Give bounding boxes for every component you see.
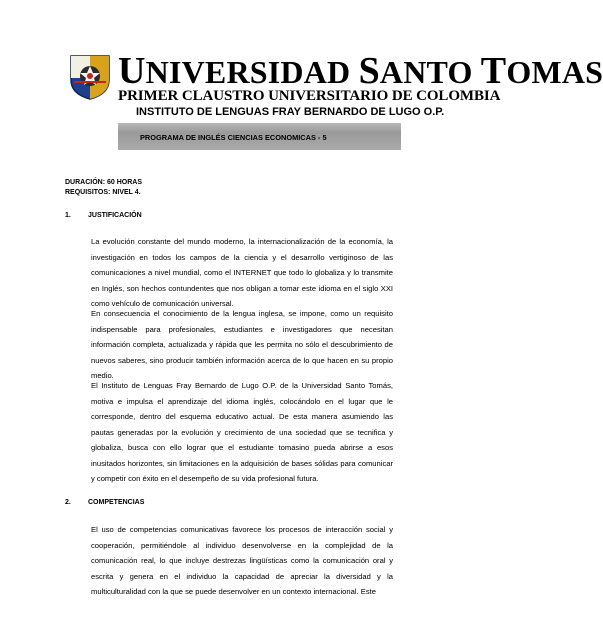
claustro-subtitle: PRIMER CLAUSTRO UNIVERSITARIO DE COLOMBIA: [118, 88, 501, 104]
program-title: PROGRAMA DE INGLÉS CIENCIAS ECONOMICAS - 5: [140, 133, 327, 142]
instituto-name: INSTITUTO DE LENGUAS FRAY BERNARDO DE LUGO O.P.: [136, 106, 445, 118]
section-heading-competencias: 2. COMPETENCIAS: [65, 499, 145, 506]
section-heading-justificacion: 1. JUSTIFICACIÓN: [65, 212, 142, 219]
paragraph: La evolución constante del mundo moderno, la internacionalización de la economía, la investigación en todos los campos de la ciencia y el desarrollo vertiginoso de las comunicaciones a nivel mundial, como el INTERNET que todo lo globaliza y lo transmite en Inglés, son hechos contundentes que nos obligan a tomar este idioma en el siglo XXI como vehículo de comunicación universal.: [91, 237, 393, 308]
university-name: UNIVERSIDAD SANTO TOMAS: [118, 50, 603, 92]
requirements: REQUISITOS: NIVEL 4.: [65, 189, 141, 196]
university-seal-icon: [68, 52, 112, 100]
duration: DURACIÓN: 60 HORAS: [65, 179, 143, 186]
paragraph: En consecuencia el conocimiento de la lengua inglesa, se impone, como un requisito indispensable para profesionales, estudiantes e investigadores que necesitan información completa, actualizada y rápida que les permita no sólo el descubrimiento de nuevos saberes, sino producir también información acerca de lo que hacen en su propio medio.: [91, 309, 393, 380]
paragraph: El Instituto de Lenguas Fray Bernardo de Lugo O.P. de la Universidad Santo Tomás, motiva e impulsa el aprendizaje del idioma inglés, colocándolo en el lugar que le corresponde, dentro del esquema educativo actual. De esta manera asumiendo las pautas generadas por la evolución y crecimiento de una sociedad que se tecnifica y globaliza, busca con ello lograr que el estudiante tomasino pueda abrirse a esos inusitados horizontes, sin limitaciones en la adquisición de bases sólidas para comunicar y competir con éxito en el desempeño de su vida profesional futura.: [91, 381, 393, 483]
paragraph: El uso de competencias comunicativas favorece los procesos de interacción social y cooperación, permitiéndole al individuo desenvolverse en la complejidad de la comunicación real, lo que incluye destrezas lingüísticas como la comunicación oral y escrita y genera en el individuo la capacidad de apreciar la diversidad y la multiculturalidad con la que se puede desenvolver en un contexto internacional. Este: [91, 525, 393, 596]
